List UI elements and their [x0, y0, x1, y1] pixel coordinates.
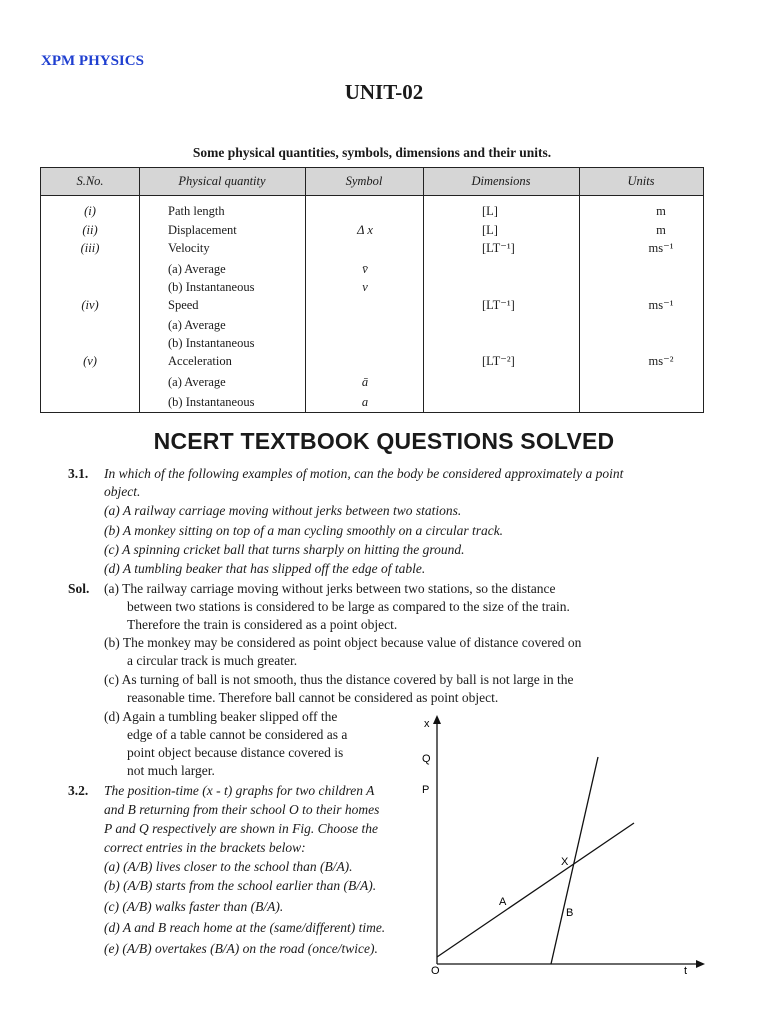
label-q: Q — [422, 753, 431, 765]
cell-symbol: ā — [361, 375, 369, 389]
cell-symbol: v — [362, 280, 368, 294]
option-item: (c) A spinning cricket ball that turns sharply on hitting the ground. — [104, 542, 465, 557]
solution-text: a circular track is much greater. — [127, 653, 298, 668]
solution-text: reasonable time. Therefore ball cannot be considered as point object. — [127, 690, 499, 705]
cell-dimensions: [LT⁻²] — [482, 354, 515, 368]
cell-sno: (v) — [83, 354, 97, 368]
cell-sno: (iii) — [80, 241, 100, 255]
option-item: (b) (A/B) starts from the school earlier than (B/A). — [104, 878, 377, 893]
cell-quantity: Acceleration — [168, 354, 232, 368]
option-item: (d) A and B reach home at the (same/different) time. — [104, 920, 386, 935]
cell-quantity: Velocity — [168, 241, 210, 255]
section-title: NCERT TEXTBOOK QUESTIONS SOLVED — [153, 428, 615, 454]
question-text: P and Q respectively are shown in Fig. Choose the — [104, 821, 378, 836]
t-axis-arrow-icon — [696, 960, 705, 968]
cell-units: ms⁻¹ — [648, 241, 674, 255]
cell-symbol: v̄ — [362, 262, 368, 276]
line-b — [551, 757, 598, 964]
question-text: and B returning from their school O to their homes — [104, 802, 380, 817]
table-caption: Some physical quantities, symbols, dimensions and their units. — [192, 145, 552, 160]
column-header-sno: S.No. — [76, 174, 104, 188]
solution-text: point object because distance covered is — [127, 745, 344, 760]
cell-quantity: Speed — [168, 298, 199, 312]
cell-sno: (i) — [84, 204, 96, 218]
cell-dimensions: [L] — [482, 223, 498, 237]
cell-units: m — [656, 204, 666, 218]
unit-title: UNIT-02 — [344, 80, 424, 104]
question-number: 3.1. — [68, 466, 89, 481]
solution-text: Therefore the train is considered as a point object. — [127, 617, 398, 632]
axis-label-t: t — [684, 965, 688, 974]
question-text: In which of the following examples of motion, can the body be considered approximately a point — [104, 466, 624, 481]
label-p: P — [422, 784, 430, 796]
column-header-symbol: Symbol — [345, 174, 383, 188]
solution-text: between two stations is considered to be large as compared to the size of the train. — [127, 599, 570, 614]
solution-text: edge of a table cannot be considered as a — [127, 727, 348, 742]
option-item: (a) (A/B) lives closer to the school than (B/A). — [104, 859, 353, 874]
cell-quantity: (a) Average — [168, 318, 226, 332]
cell-quantity: (b) Instantaneous — [168, 280, 255, 294]
brand-label: XPM PHYSICS — [41, 53, 144, 69]
cell-symbol: a — [361, 395, 369, 409]
solution-text: not much larger. — [127, 763, 215, 778]
option-item: (e) (A/B) overtakes (B/A) on the road (once/twice). — [104, 941, 378, 956]
cell-dimensions: [L] — [482, 204, 498, 218]
cell-quantity: (a) Average — [168, 375, 226, 389]
cell-sno: (iv) — [81, 298, 99, 312]
solution-text: (b) The monkey may be considered as point object because value of distance covered on — [104, 635, 582, 650]
cell-quantity: (b) Instantaneous — [168, 395, 255, 409]
column-header-dimensions: Dimensions — [471, 174, 531, 188]
cell-quantity: Displacement — [168, 223, 237, 237]
option-item: (b) A monkey sitting on top of a man cycling smoothly on a circular track. — [104, 523, 504, 538]
cell-symbol: Δ x — [357, 223, 373, 237]
option-item: (c) (A/B) walks faster than (B/A). — [104, 899, 284, 914]
cell-units: ms⁻² — [648, 354, 674, 368]
option-item: (d) A tumbling beaker that has slipped off the edge of table. — [104, 561, 426, 576]
question-text: The position-time (x - t) graphs for two children A — [104, 783, 375, 798]
line-a — [437, 823, 634, 957]
position-time-graph — [418, 712, 708, 974]
solution-text: (d) Again a tumbling beaker slipped off the — [104, 709, 338, 724]
axis-label-x: x — [424, 718, 430, 730]
cell-dimensions: [LT⁻¹] — [482, 298, 515, 312]
solution-label: Sol. — [68, 581, 90, 596]
cell-quantity: (b) Instantaneous — [168, 336, 255, 350]
cell-quantity: (a) Average — [168, 262, 226, 276]
option-item: (a) A railway carriage moving without jerks between two stations. — [104, 503, 462, 518]
quantities-table — [40, 167, 704, 413]
x-axis-arrow-icon — [433, 715, 441, 724]
label-o: O — [431, 965, 440, 974]
question-text: correct entries in the brackets below: — [104, 840, 306, 855]
cell-sno: (ii) — [82, 223, 98, 237]
label-a: A — [499, 896, 507, 908]
column-header-units: Units — [627, 174, 655, 188]
cell-units: ms⁻¹ — [648, 298, 674, 312]
cell-quantity: Path length — [168, 204, 225, 218]
label-b: B — [566, 907, 574, 919]
question-number: 3.2. — [68, 783, 89, 798]
solution-text: (c) As turning of ball is not smooth, thus the distance covered by ball is not large in the — [104, 672, 574, 687]
cell-units: m — [656, 223, 666, 237]
question-text: object. — [104, 484, 141, 499]
solution-text: (a) The railway carriage moving without jerks between two stations, so the distance — [104, 581, 556, 596]
label-intersection-x: X — [561, 856, 569, 868]
column-header-quantity: Physical quantity — [178, 174, 266, 188]
cell-dimensions: [LT⁻¹] — [482, 241, 515, 255]
